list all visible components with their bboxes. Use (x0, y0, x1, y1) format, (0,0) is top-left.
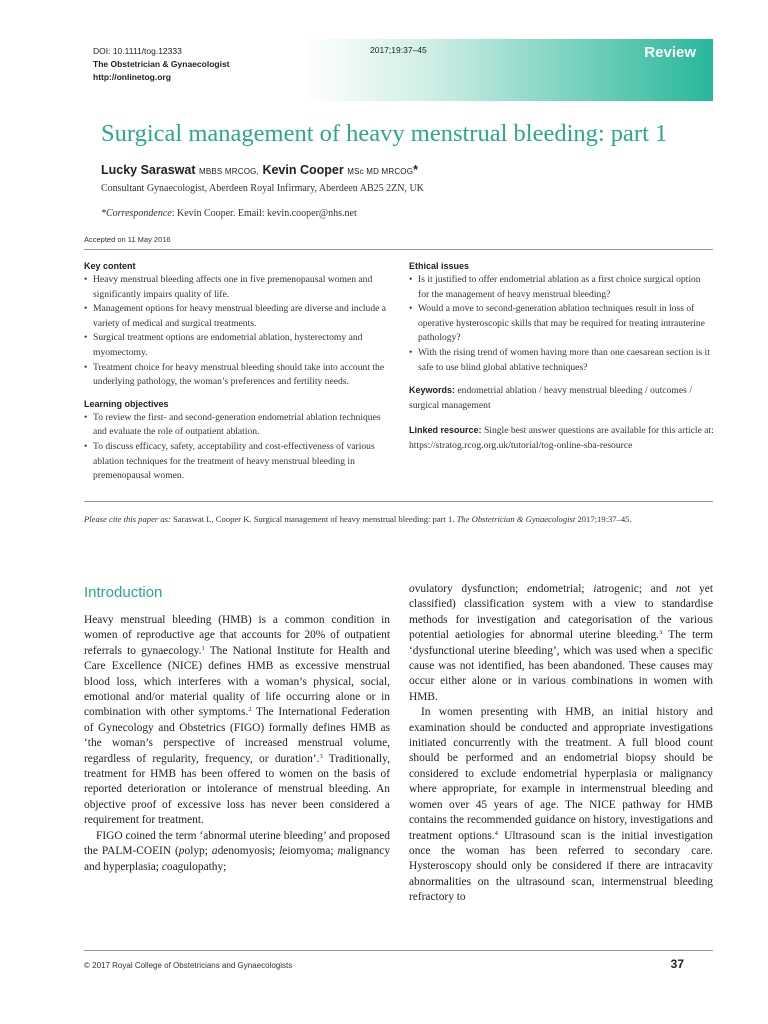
keywords-text: endometrial ablation / heavy menstrual bleeding / outcomes / surgical management (409, 385, 692, 411)
author-list (101, 163, 418, 177)
paragraph (409, 705, 713, 905)
key-content-heading: Key content (84, 261, 136, 271)
ethical-issues-heading: Ethical issues (409, 261, 470, 271)
corresponding-mark: * (413, 163, 419, 177)
key-content-column (84, 260, 389, 484)
keywords (409, 383, 714, 413)
text-span: Ultrasound scan is the initial investigation once the woman has been referred to secondary care. Hysteroscopy should only be considered if there are intracavity abnormalities on the ultrasound scan, intermenstrual bleeding refractory to (409, 829, 713, 904)
body-column-right (409, 582, 713, 906)
volume-issue: 2017;19:37–45 (370, 45, 427, 55)
text-span: eiomyoma; (282, 845, 338, 858)
correspondence-text: : Kevin Cooper. Email: kevin.cooper@nhs.net (171, 208, 357, 219)
text-span: The International Federation of Gynecology and Obstetrics (FIGO) formally defines HMB as ‘the woman’s perspective of increased menstrual volume, regardless of regularity, frequency, or duration’. (84, 706, 390, 765)
section-heading: Introduction (84, 584, 163, 601)
linked-resource-label: Linked resource: (409, 425, 482, 436)
doi: DOI: 10.1111/tog.12333 (93, 46, 182, 56)
body-column-left (84, 613, 390, 875)
ethical-issues-list (409, 273, 714, 375)
author-name: Kevin Cooper (262, 163, 344, 177)
affiliation: Consultant Gynaecologist, Aberdeen Royal Infirmary, Aberdeen AB25 2ZN, UK (101, 183, 424, 194)
reference-mark[interactable]: 2 (248, 706, 252, 714)
list-item: • Treatment choice for heavy menstrual bleeding should take into account the underlying pathology, the woman’s preferences and fertility needs. (84, 361, 389, 390)
cite-text: Saraswat L, Cooper K. Surgical management of heavy menstrual bleeding: part 1. (173, 514, 455, 524)
author-degrees: MBBS MRCOG, (198, 167, 259, 176)
article-title: Surgical management of heavy menstrual bleeding: part 1 (101, 120, 668, 147)
list-item: • Is it justified to offer endometrial ablation as a first choice surgical option for the management of heavy menstrual bleeding? (409, 273, 714, 302)
text-span: Heavy menstrual bleeding (HMB) is a common condition in women of reproductive age that accounts for 20% of outpatient referrals to gynaecology. (84, 614, 390, 657)
reference-mark[interactable]: 4 (494, 829, 498, 837)
reference-mark[interactable]: 3 (319, 752, 323, 760)
linked-resource-text[interactable]: Single best answer questions are available for this article at: https://stratog.rcog.org.uk/tutorial/tog-online-sba-resource (409, 425, 714, 451)
text-span: ot yet classified) classification system with a view to standardise methods for investigation and categorisation of the various potential aetiologies for abnormal uterine bleeding. (409, 583, 714, 642)
paragraph (84, 613, 390, 829)
reference-mark[interactable]: 3 (659, 629, 663, 637)
acronym-letter: o (409, 583, 415, 595)
divider (84, 501, 713, 502)
learning-objectives-list (84, 411, 389, 484)
list-item: • Would a move to second-generation ablation techniques result in loss of operative hysteroscopic skills that may be required for treating intrauterine pathology? (409, 302, 714, 346)
text-span: FIGO coined the term ‘abnormal uterine bleeding’ and proposed the PALM-COEIN ( (84, 829, 390, 858)
page-number: 37 (670, 957, 684, 971)
paragraph (409, 582, 713, 705)
acronym-letter: i (593, 583, 597, 595)
text-span: vulatory dysfunction; (414, 583, 527, 595)
cite-label: Please cite this paper as: (84, 514, 171, 524)
correspondence (101, 208, 357, 219)
text-span: oagulopathy; (166, 860, 227, 873)
list-item: • With the rising trend of women having more than one caesarean section is it safe to use blind global ablative techniques? (409, 346, 714, 375)
list-item: • Surgical treatment options are endometrial ablation, hysterectomy and myomectomy. (84, 331, 389, 360)
correspondence-label: *Correspondence (101, 208, 172, 219)
acronym-letter: a (211, 845, 218, 858)
text-span: alignancy and hyperplasia; (84, 845, 391, 873)
journal-header (93, 45, 230, 84)
text-span: ndometrial; (532, 583, 594, 595)
cite-line (84, 514, 724, 524)
copyright: © 2017 Royal College of Obstetricians and Gynaecologists (84, 961, 293, 970)
accepted-date: Accepted on 11 May 2016 (84, 235, 171, 244)
reference-mark[interactable]: 1 (201, 644, 205, 652)
journal-url[interactable]: http://onlinetog.org (93, 72, 171, 82)
acronym-letter: l (279, 845, 283, 858)
acronym-letter: m (337, 845, 346, 858)
acronym-letter: n (675, 583, 682, 595)
list-item: • Management options for heavy menstrual bleeding are diverse and include a variety of medical and surgical treatments. (84, 302, 389, 331)
list-item: • To discuss efficacy, safety, acceptability and cost-effectiveness of various ablation techniques for the treatment of heavy menstrual bleeding in premenopausal women. (84, 440, 389, 484)
ethical-issues-column (409, 260, 714, 454)
linked-resource (409, 423, 714, 453)
cite-journal: The Obstetrician & Gynaecologist (456, 514, 576, 524)
acronym-letter: e (527, 583, 533, 595)
article-type-badge: Review (644, 44, 696, 61)
keywords-label: Keywords: (409, 385, 456, 396)
footer-divider (84, 950, 713, 951)
text-span: denomyosis; (217, 845, 280, 858)
list-item: • Heavy menstrual bleeding affects one in five premenopausal women and significantly impairs quality of life. (84, 273, 389, 302)
text-span: The term ‘dysfunctional uterine bleeding’, which was used when a specific cause was not identified, has been abandoned. These causes may occur either alone or in various combinations in women with HMB. (409, 629, 713, 703)
divider (84, 249, 713, 250)
key-content-list (84, 273, 389, 390)
author-name: Lucky Saraswat (101, 163, 196, 177)
journal-name: The Obstetrician & Gynaecologist (93, 59, 230, 69)
acronym-letter: c (161, 860, 167, 873)
text-span: Traditionally, treatment for HMB has been offered to women on the basis of reported deterioration or intolerance of menstrual bleeding. An objective proof of excessive loss has never been considered a requirement for treatment. (84, 752, 390, 827)
author-degrees: MSc MD MRCOG (347, 167, 414, 176)
learning-objectives-heading: Learning objectives (84, 398, 169, 409)
list-item: • To review the first- and second-generation endometrial ablation techniques and evaluate the role of outpatient ablation. (84, 411, 389, 440)
paragraph (84, 829, 390, 875)
text-span: olyp; (184, 845, 212, 858)
acronym-letter: p (178, 845, 185, 858)
cite-ref: 2017;19:37–45. (577, 514, 632, 524)
text-span: In women presenting with HMB, an initial history and examination should be conducted and appropriate investigations initiated concurrently with the treatment. A full blood count should be performed and an endometrial biopsy should be considered to exclude endometrial hyperplasia or malignancy where appropriate, for example in intermenstrual bleeding and women over 45 years of age. The NICE pathway for HMB contains the recommended guidance on history, investigations and treatment options. (409, 706, 713, 842)
text-span: atrogenic; and (596, 583, 676, 595)
text-span: The National Institute for Health and Care Excellence (NICE) defines HMB as excessive menstrual blood loss, which interferes with a woman’s physical, social, emotional and/or material quality of life occurring alone or in combination with other symptoms. (84, 644, 390, 719)
